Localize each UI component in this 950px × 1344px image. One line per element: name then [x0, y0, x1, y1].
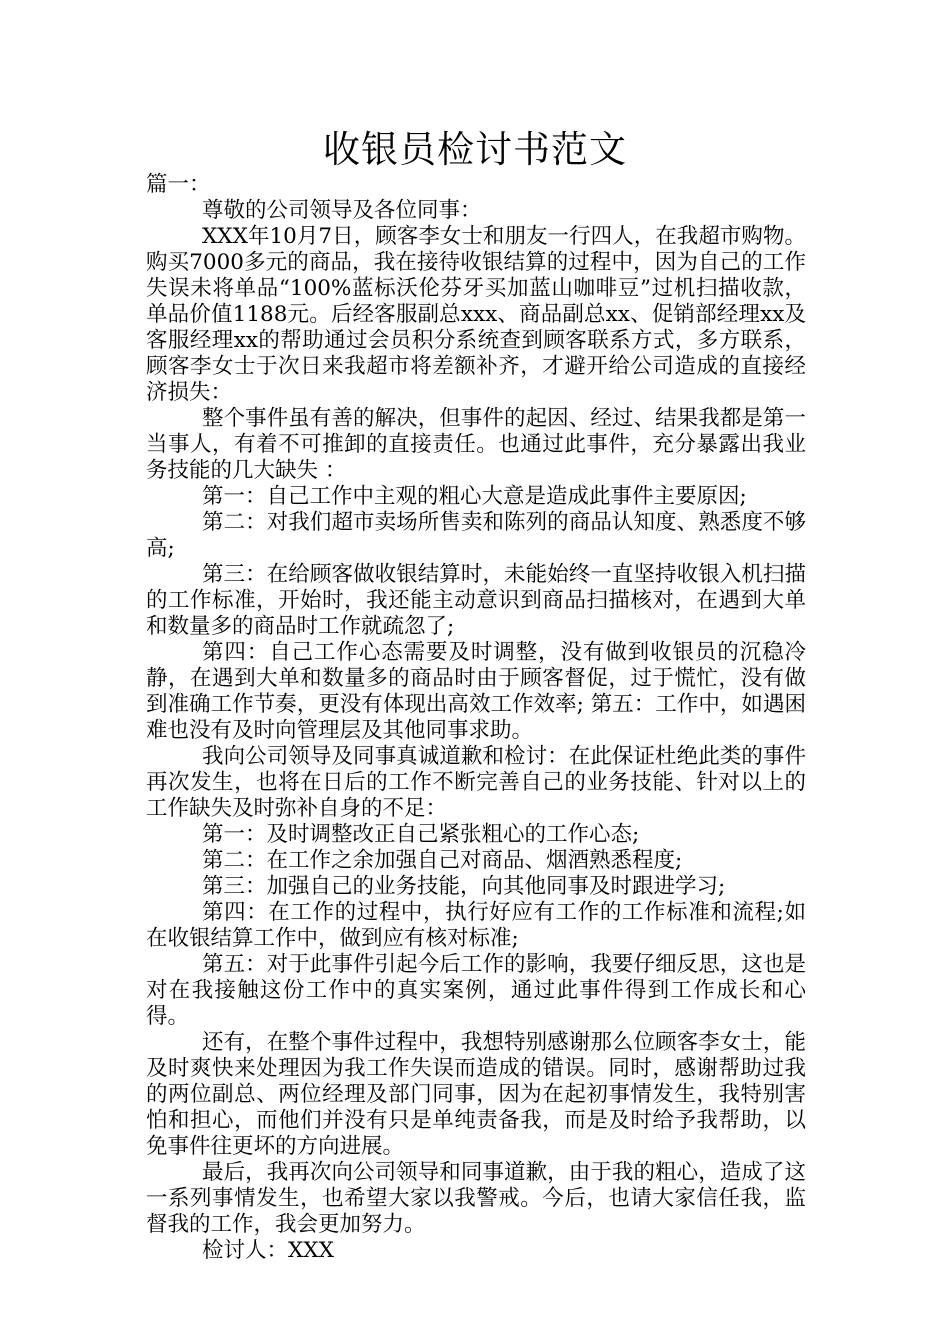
- improvement-2: 第二：在工作之余加强自己对商品、烟酒熟悉程度;: [202, 848, 683, 873]
- closing-paragraph: 最后，我再次向公司领导和同事道歉，由于我的粗心，造成了这一系列事情发生，也希望大家以我警戒。今后，也请大家信任我，监督我的工作，我会更加努力。: [146, 1160, 806, 1237]
- shortcoming-1: 第一：自己工作中主观的粗心大意是造成此事件主要原因;: [202, 484, 747, 509]
- thanks-paragraph: 还有，在整个事件过程中，我想特别感谢那么位顾客李女士，能及时爽快来处理因为我工作失误而造成的错误。同时，感谢帮助过我的两位副总、两位经理及部门同事，因为在起初事情发生，我特别害怕和担心，而他们并没有只是单纯责备我，而是及时给予我帮助，以免事件往更坏的方向进展。: [146, 1030, 806, 1159]
- improvement-1: 第一：及时调整改正自己紧张粗心的工作心态;: [202, 822, 640, 847]
- section-label: 篇一：: [146, 172, 211, 197]
- shortcoming-4-5: 第四：自己工作心态需要及时调整，没有做到收银员的沉稳冷静，在遇到大单和数量多的商品时由于顾客督促，过于慌忙，没有做到准确工作节奏，更没有体现出高效工作效率; 第五：工作中，如遇困难也没有及时向管理层及其他同事求助。: [146, 640, 806, 743]
- salutation: 尊敬的公司领导及各位同事：: [202, 198, 482, 223]
- improvement-4: 第四：在工作的过程中，执行好应有工作的工作标准和流程;如在收银结算工作中，做到应有核对标准;: [146, 900, 806, 951]
- document-title: 收银员检讨书范文: [323, 128, 627, 171]
- shortcoming-3: 第三：在给顾客做收银结算时，未能始终一直坚持收银入机扫描的工作标准，开始时，我还能主动意识到商品扫描核对，在遇到大单和数量多的商品时工作就疏忽了;: [146, 562, 806, 639]
- improvement-3: 第三：加强自己的业务技能，向其他同事及时跟进学习;: [202, 874, 726, 899]
- improvement-5: 第五：对于此事件引起今后工作的影响，我要仔细反思，这也是对在我接触这份工作中的真实案例，通过此事件得到工作成长和心得。: [146, 952, 806, 1029]
- signature-line: 检讨人：XXX: [202, 1238, 334, 1263]
- shortcoming-2: 第二：对我们超市卖场所售卖和陈列的商品认知度、熟悉度不够高;: [146, 510, 806, 561]
- document-body: [146, 172, 806, 1264]
- responsibility-paragraph: 整个事件虽有善的解决，但事件的起因、经过、结果我都是第一当事人，有着不可推卸的直接责任。也通过此事件，充分暴露出我业务技能的几大缺失 ：: [146, 406, 806, 483]
- apology-paragraph: 我向公司领导及同事真诚道歉和检讨：在此保证杜绝此类的事件再次发生，也将在日后的工作不断完善自己的业务技能、针对以上的工作缺失及时弥补自身的不足：: [146, 744, 806, 821]
- incident-paragraph: XXX年10月7日，顾客李女士和朋友一行四人，在我超市购物。购买7000多元的商品，我在接待收银结算的过程中，因为自己的工作失误未将单品“100%蓝标沃伦芬牙买加蓝山咖啡豆”过机扫描收款，单品价值1188元。后经客服副总xxx、商品副总xx、促销部经理xx及客服经理xx的帮助通过会员积分系统查到顾客联系方式，多方联系，顾客李女士于次日来我超市将差额补齐，才避开给公司造成的直接经济损失：: [146, 224, 806, 405]
